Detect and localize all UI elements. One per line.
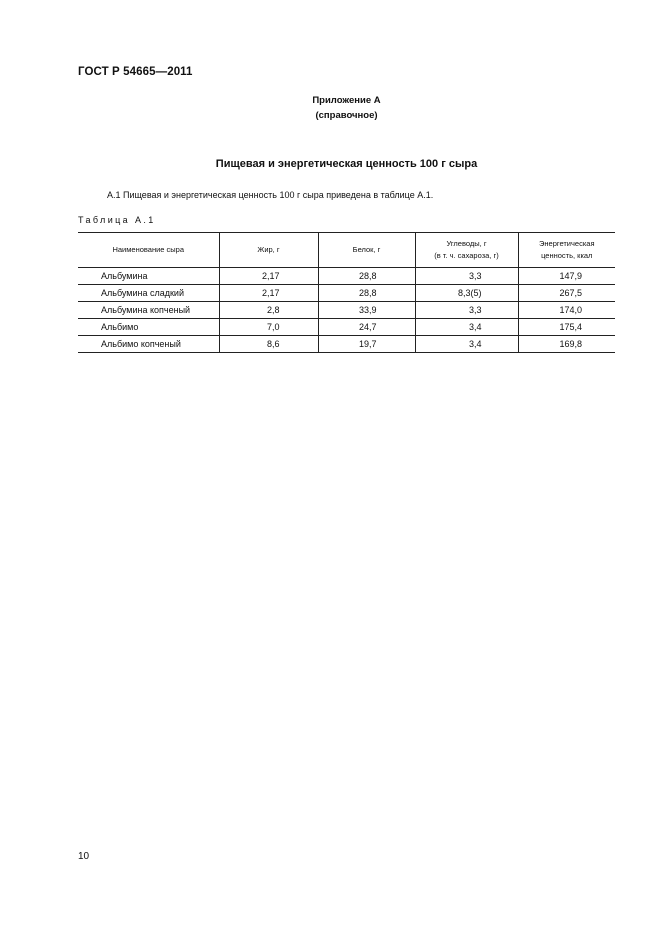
cell-fat: 2,17 (219, 285, 318, 302)
column-header-energy (518, 233, 615, 268)
column-header-name (78, 233, 219, 268)
cell-energy: 175,4 (518, 319, 615, 336)
column-header-label: Наименование сыра (112, 245, 185, 254)
cell-protein: 28,8 (318, 268, 415, 285)
column-header-sublabel: ценность, ккал (541, 251, 593, 260)
cell-carbs: 3,3 (415, 302, 518, 319)
table-row (78, 319, 615, 336)
cell-fat: 7,0 (219, 319, 318, 336)
cell-carbs: 3,3 (415, 268, 518, 285)
cell-cheese-name: Альбимо (78, 319, 219, 336)
column-header-protein (318, 233, 415, 268)
intro-paragraph: А.1 Пищевая и энергетическая ценность 100 г сыра приведена в таблице А.1. (107, 190, 434, 200)
document-code: ГОСТ Р 54665—2011 (78, 66, 193, 78)
cell-fat: 8,6 (219, 336, 318, 353)
cell-cheese-name: Альбимо копченый (78, 336, 219, 353)
cell-fat: 2,8 (219, 302, 318, 319)
cell-energy: 147,9 (518, 268, 615, 285)
column-header-label: Белок, г (352, 245, 381, 254)
table-caption: Таблица А.1 (78, 215, 156, 225)
column-header-label: Жир, г (257, 245, 280, 254)
nutrition-table (78, 232, 615, 353)
cell-cheese-name: Альбумина сладкий (78, 285, 219, 302)
cell-protein: 24,7 (318, 319, 415, 336)
appendix-title: Приложение А (312, 95, 381, 106)
column-header-label: Энергетическая (539, 239, 595, 248)
cell-carbs: 8,3(5) (415, 285, 518, 302)
table-row (78, 268, 615, 285)
appendix-kind: (справочное) (315, 110, 378, 121)
cell-fat: 2,17 (219, 268, 318, 285)
page-number: 10 (78, 851, 90, 862)
column-header-carbs (415, 233, 518, 268)
cell-cheese-name: Альбумина (78, 268, 219, 285)
cell-carbs: 3,4 (415, 319, 518, 336)
cell-protein: 28,8 (318, 285, 415, 302)
cell-energy: 267,5 (518, 285, 615, 302)
table-row (78, 336, 615, 353)
cell-cheese-name: Альбумина копченый (78, 302, 219, 319)
cell-protein: 33,9 (318, 302, 415, 319)
table-header-row (78, 233, 615, 268)
cell-energy: 174,0 (518, 302, 615, 319)
cell-energy: 169,8 (518, 336, 615, 353)
column-header-sublabel: (в т. ч. сахароза, г) (434, 251, 499, 260)
table-row (78, 302, 615, 319)
cell-carbs: 3,4 (415, 336, 518, 353)
section-title: Пищевая и энергетическая ценность 100 г сыра (215, 158, 478, 170)
table-row (78, 285, 615, 302)
column-header-label: Углеводы, г (446, 239, 487, 248)
cell-protein: 19,7 (318, 336, 415, 353)
column-header-fat (219, 233, 318, 268)
